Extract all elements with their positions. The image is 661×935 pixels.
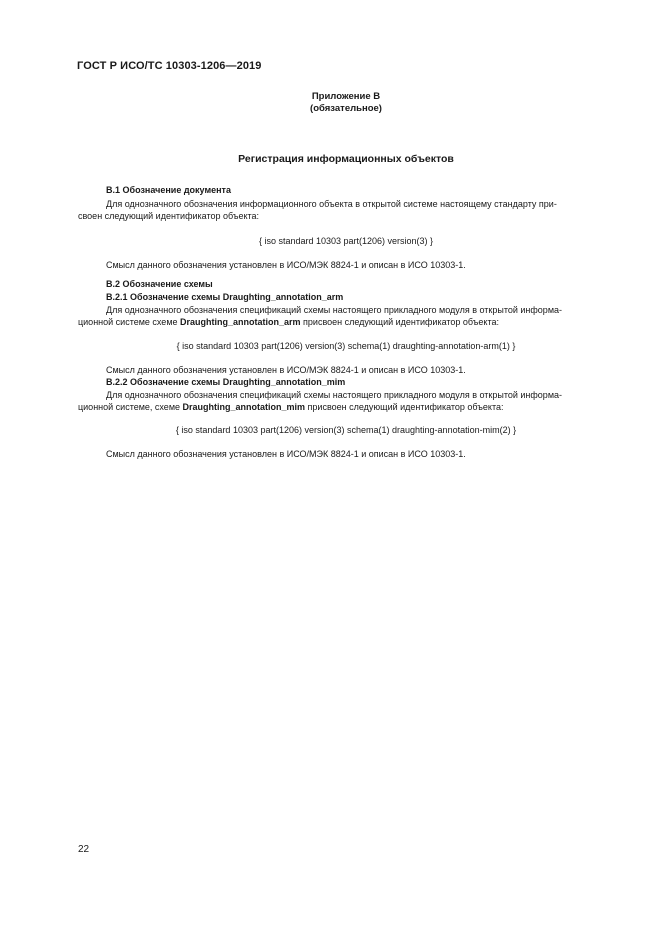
section-b1-para-line2: своен следующий идентификатор объекта:: [78, 211, 260, 221]
section-b1-paragraph: [78, 198, 614, 222]
document-header: ГОСТ Р ИСО/ТС 10303-1206—2019: [77, 60, 262, 72]
section-b22-para-line2-pre: ционной системе, схеме: [78, 402, 183, 412]
section-b21-note: Смысл данного обозначения установлен в ИСО/МЭК 8824-1 и описан в ИСО 10303-1.: [106, 365, 466, 375]
section-b21-para-line2-pre: ционной системе схеме: [78, 317, 181, 327]
section-b22-heading: В.2.2 Обозначение схемы Draughting_annotation_mim: [106, 377, 346, 387]
section-b22-para-line2: [78, 401, 614, 413]
section-b21-para-line1: Для однозначного обозначения спецификаций схемы настоящего прикладного модуля в открытой информа-: [106, 305, 563, 315]
section-b21-para-line2-post: присвоен следующий идентификатор объекта:: [300, 317, 499, 327]
section-b22-paragraph: [78, 389, 614, 413]
section-b22-note: Смысл данного обозначения установлен в ИСО/МЭК 8824-1 и описан в ИСО 10303-1.: [106, 449, 466, 459]
section-b21-identifier: { iso standard 10303 part(1206) version(3) schema(1) draughting-annotation-arm(1) }: [176, 341, 516, 351]
section-b21-paragraph: [78, 304, 614, 328]
schema-name-mim: Draughting_annotation_mim: [182, 402, 306, 412]
section-b1-identifier: { iso standard 10303 part(1206) version(3) }: [258, 236, 434, 246]
section-b1-para-line1: Для однозначного обозначения информационного объекта в открытой системе настоящему стандарту при-: [106, 199, 557, 209]
appendix-subtitle: (обязательное): [310, 103, 382, 114]
section-b22-para-line2-post: присвоен следующий идентификатор объекта:: [305, 402, 504, 412]
schema-name-arm: Draughting_annotation_arm: [180, 317, 301, 327]
section-b21-heading: В.2.1 Обозначение схемы Draughting_annotation_arm: [106, 292, 344, 302]
section-b2-heading: В.2 Обозначение схемы: [106, 279, 213, 289]
section-b21-para-line2: [78, 316, 614, 328]
section-b1-note: Смысл данного обозначения установлен в ИСО/МЭК 8824-1 и описан в ИСО 10303-1.: [106, 260, 466, 270]
appendix-title: Приложение В: [311, 91, 381, 102]
appendix-main-title: Регистрация информационных объектов: [238, 153, 454, 165]
section-b1-heading: В.1 Обозначение документа: [106, 185, 231, 195]
section-b22-identifier: { iso standard 10303 part(1206) version(3) schema(1) draughting-annotation-mim(2) }: [175, 425, 517, 435]
section-b22-para-line1: Для однозначного обозначения спецификаций схемы настоящего прикладного модуля в открытой информа-: [106, 390, 563, 400]
page-number: 22: [78, 844, 90, 855]
